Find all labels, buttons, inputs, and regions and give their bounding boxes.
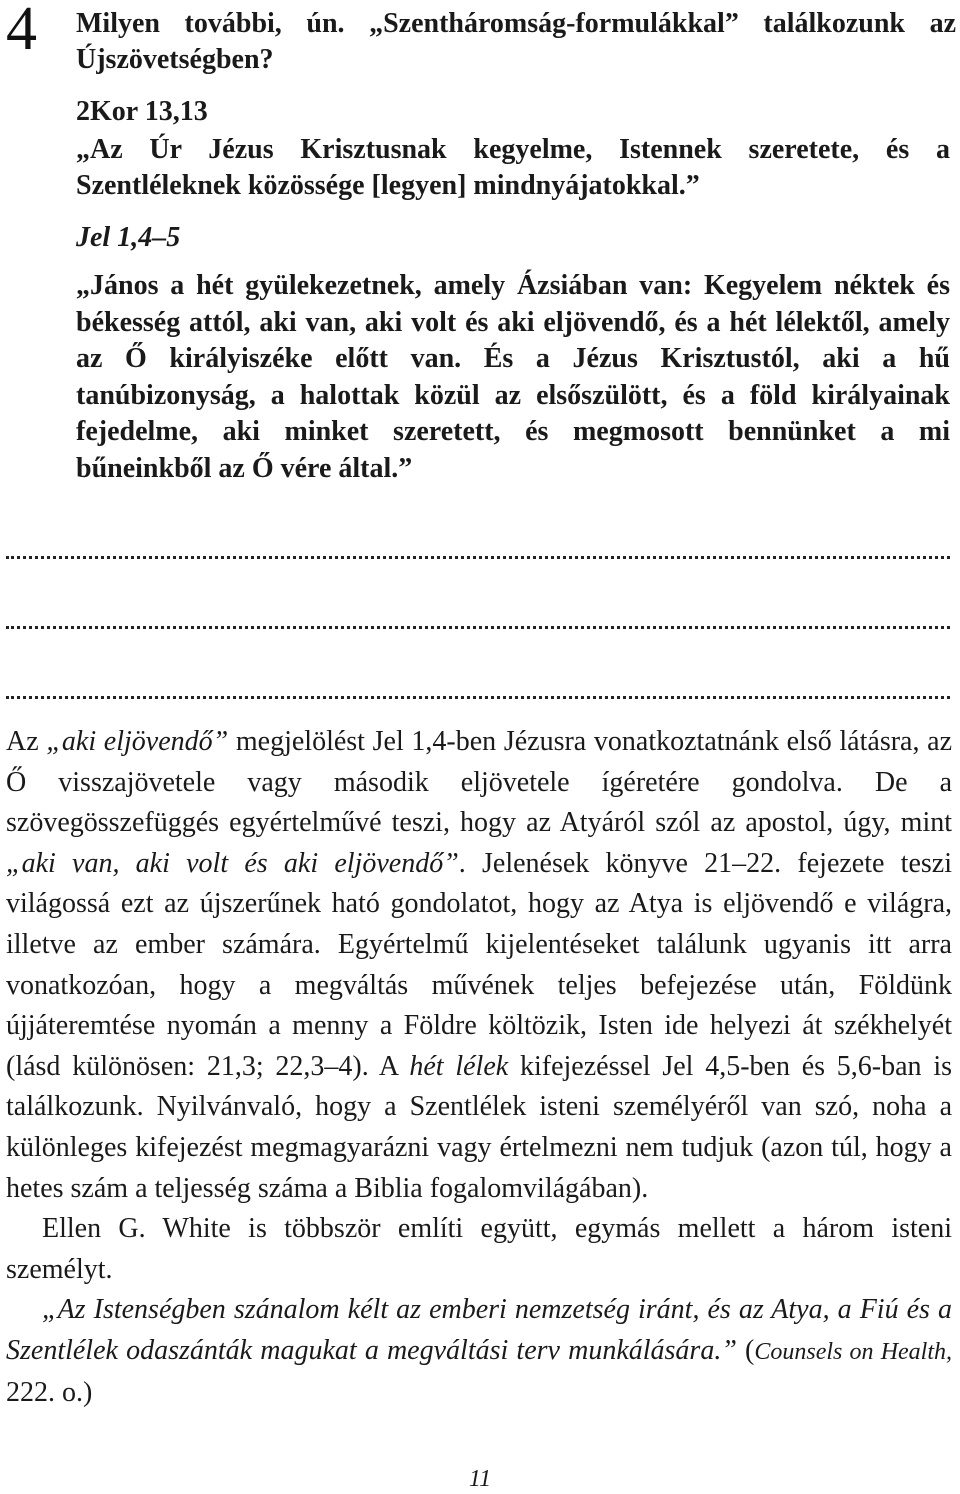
italic-term: hét lélek [409,1050,509,1082]
question-text: Milyen további, ún. „Szentháromság-formulákkal” találkozunk az Újszövetségben? [76,8,956,75]
text-span: megjelölést Jel 1,4-ben Jézusra vonatkoztatnánk első látásra, az Ő visszajövetele vagy második eljövetele ígéretére gondolva. De a szövegösszefüggés egyértelművé teszi, hogy az Atyáról szól az apostol, úgy, mint [6,726,952,839]
commentary-paragraph-1 [6,722,952,1209]
italic-term: „aki eljövendő” [46,726,229,757]
text-span: kifejezéssel Jel 4,5-ben és 5,6-ban is találkozunk. Nyilvánvaló, hogy a Szentlélek isteni személyéről van szó, noha a különleges kifejezést megmagyarázni vagy értelmezni nem tudjuk (azon túl, hogy a hetes szám a teljesség száma a Biblia fogalomvilágában). [6,1050,952,1204]
commentary-paragraph-3 [6,1290,952,1413]
answer-line-1[interactable] [6,556,950,559]
text-span: . Jelenések könyve 21–22. fejezete teszi világossá ezt az újszerűnek ható gondolatot, hogy az Atya is eljövendő e világra, illetve az ember számára. Egyértelmű kijelentéseket találunk ugyanis itt arra vonatkozóan, hogy a megváltás művének teljes befejezése után, Földünk újjáteremtése nyomán a menny a Földre költözik, Isten ide helyezi át székhelyét (lásd különösen: 21,3; 22,3–4). A [6,847,952,1082]
commentary [6,722,952,1413]
white-quote: „Az Istenségben szánalom kélt az emberi nemzetség iránt, és az Atya, a Fiú és a Szentlélek odaszánták magukat a megváltási terv munkálására.” [6,1294,952,1366]
source-page: 222. o.) [6,1376,93,1408]
quote-2kor: „Az Úr Jézus Krisztusnak kegyelme, Istennek szeretete, és a Szentléleknek közössége [legyen] mindnyájatokkal.” [76,134,950,201]
reference-jel: Jel 1,4–5 [76,222,181,253]
commentary-paragraph-2: Ellen G. White is többször említi együtt, egymás mellett a három isteni személyt. [6,1213,952,1285]
answer-line-3[interactable] [6,696,950,699]
text-span: Az [6,726,47,757]
question-number: 4 [6,0,37,63]
reference-2kor: 2Kor 13,13 [76,96,208,127]
answer-line-2[interactable] [6,626,950,629]
page-number: 11 [468,1466,492,1492]
text-span: ( [736,1334,755,1366]
quote-jel: „János a hét gyülekezetnek, amely Ázsiában van: Kegyelem néktek és békesség attól, aki van, aki volt és aki eljövendő, és a hét lélektől, amely az Ő királyiszéke előtt van. És a Jézus Krisztustól, aki a hű tanúbizonyság, a halottak közül az elsőszülött, és a föld királyainak fejedelme, aki minket szeretett, és megmosott bennünket a mi bűneinkből az Ő vére által.” [76,270,950,484]
italic-term: „aki van, aki volt és aki eljövendő” [6,847,459,879]
source-title: Counsels on Health, [754,1338,953,1365]
